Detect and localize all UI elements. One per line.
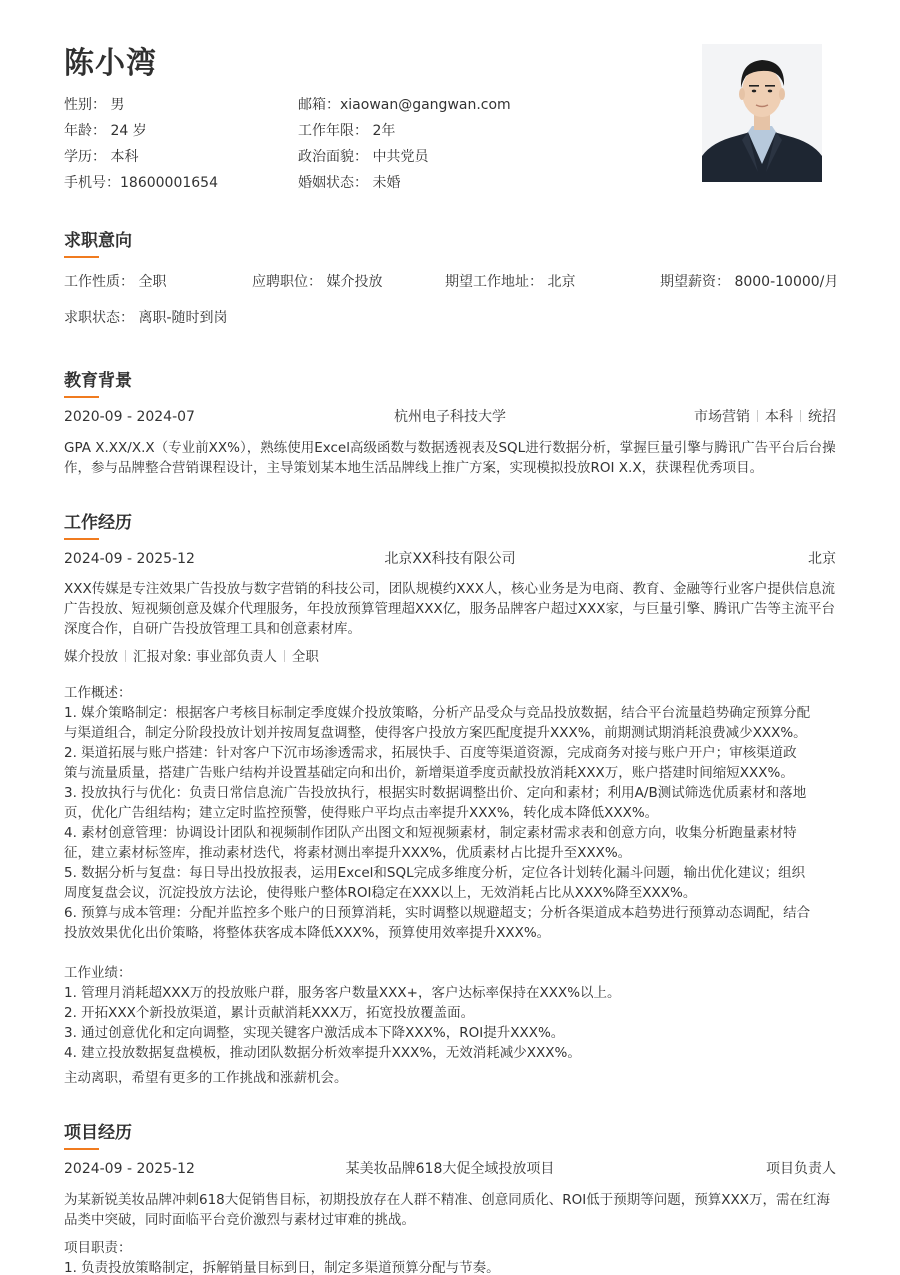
project-duties [64, 1238, 844, 1275]
section-underline [64, 1148, 99, 1150]
section-title-education: 教育背景 [64, 371, 132, 391]
tag-report-to: 汇报对象: 事业部负责人 [133, 649, 277, 665]
detail-line: 5. 数据分析与复盘：每日导出投放报表，运用Excel和SQL完成多维度分析，定位各计划转化漏斗问题，输出优化建议；组织 [64, 865, 806, 881]
position-field: 应聘职位： 媒介投放 [252, 274, 383, 290]
education-header-row [64, 406, 836, 428]
divider [284, 650, 285, 662]
email-field: 邮箱：xiaowan@gangwan.com [298, 97, 511, 113]
detail-line: 征，建立素材标签库，推动素材迭代，将素材测出率提升XXX%，优质素材占比提升至XXX%。 [64, 845, 632, 861]
project-name: 某美妆品牌618大促全域投放项目 [345, 1161, 555, 1177]
work-years-field: 工作年限： 2年 [298, 123, 396, 139]
detail-line: 与渠道组合，制定分阶段投放计划并按周复盘调整，使得客户投放方案匹配度提升XXX%，前期测试期消耗浪费减少XXX%。 [64, 725, 807, 741]
detail-line: 1. 管理月消耗超XXX万的投放账户群，服务客户数量XXX+，客户达标率保持在XXX%以上。 [64, 985, 621, 1001]
detail-line: 3. 投放执行与优化：负责日常信息流广告投放执行，根据实时数据调整出价、定向和素材；利用A/B测试筛选优质素材和落地 [64, 785, 807, 801]
detail-line: 6. 预算与成本管理：分配并监控多个账户的日预算消耗，实时调整以规避超支；分析各渠道成本趋势进行预算动态调配，结合 [64, 905, 811, 921]
divider [757, 410, 758, 422]
major: 市场营销 [694, 409, 750, 425]
detail-line: 4. 素材创意管理：协调设计团队和视频制作团队产出图文和短视频素材，制定素材需求表和创意方向，收集分析跑量素材特 [64, 825, 797, 841]
duty-title: 项目职责： [64, 1240, 132, 1256]
company-name: 北京XX科技有限公司 [384, 551, 516, 567]
work-details [64, 683, 844, 1063]
detail-line: 投放效果优化出价策略，将整体获客成本降低XXX%，预算使用效率提升XXX%。 [64, 925, 551, 941]
company-intro: XXX传媒是专注效果广告投放与数字营销的科技公司，团队规模约XXX人，核心业务是为电商、教育、金融等行业客户提供信息流广告投放、短视频创意及媒介代理服务，年投放预算管理超XXX亿，服务品牌客户超过XXX家，与巨量引擎、腾讯广告等主流平台深度合作，自研广告投放管理工具和创意素材库。 [64, 581, 835, 637]
education-level-field: 学历： 本科 [64, 149, 139, 165]
enrollment-mode: 统招 [808, 409, 836, 425]
detail-line: 工作概述： [64, 685, 132, 701]
section-title-intent: 求职意向 [64, 231, 132, 251]
detail-line: 2. 开拓XXX个新投放渠道，累计贡献消耗XXX万，拓宽投放覆盖面。 [64, 1005, 475, 1021]
project-date: 2024-09 - 2025-12 [64, 1161, 195, 1177]
detail-line [64, 943, 844, 963]
detail-line: 1. 媒介策略制定：根据客户考核目标制定季度媒介投放策略，分析产品受众与竞品投放数据，结合平台流量趋势确定预算分配 [64, 705, 811, 721]
divider [125, 650, 126, 662]
detail-line: 策与流量质量，搭建广告账户结构并设置基础定向和出价，新增渠道季度贡献投放消耗XXX万，账户搭建时间缩短XXX%。 [64, 765, 794, 781]
political-status-field: 政治面貌： 中共党员 [298, 149, 429, 165]
job-type-field: 工作性质： 全职 [64, 274, 167, 290]
location-field: 期望工作地址： 北京 [445, 274, 576, 290]
school-name: 杭州电子科技大学 [394, 409, 506, 425]
degree: 本科 [765, 409, 793, 425]
profile-photo [702, 44, 822, 182]
detail-line: 周度复盘会议，沉淀投放方法论，使得账户整体ROI稳定在XXX以上，无效消耗占比从XXX%降至XXX%。 [64, 885, 697, 901]
work-tags [64, 647, 319, 667]
detail-line: 3. 通过创意优化和定向调整，实现关键客户激活成本下降XXX%，ROI提升XXX%。 [64, 1025, 565, 1041]
section-underline [64, 538, 99, 540]
salary-field: 期望薪资： 8000-10000/月 [660, 274, 839, 290]
project-header-row [64, 1158, 836, 1180]
education-description: GPA X.XX/X.X（专业前XX%），熟练使用Excel高级函数与数据透视表及SQL进行数据分析，掌握巨量引擎与腾讯广告平台后台操作，参与品牌整合营销课程设计，主导策划某本地生活品牌线上推广方案，实现模拟投放ROI X.X，获课程优秀项目。 [64, 440, 836, 476]
section-title-work: 工作经历 [64, 513, 132, 533]
job-status-field: 求职状态： 离职-随时到岗 [64, 310, 228, 326]
detail-line: 2. 渠道拓展与账户搭建：针对客户下沉市场渗透需求，拓展快手、百度等渠道资源，完成商务对接与账户开户；审核渠道政 [64, 745, 797, 761]
candidate-name: 陈小湾 [64, 46, 157, 81]
phone-field: 手机号：18600001654 [64, 175, 218, 191]
leave-reason: 主动离职，希望有更多的工作挑战和涨薪机会。 [64, 1070, 348, 1086]
detail-line: 4. 建立投放数据复盘模板，推动团队数据分析效率提升XXX%，无效消耗减少XXX%。 [64, 1045, 581, 1061]
duty-line: 1. 负责投放策略制定，拆解销量目标到日，制定多渠道预算分配与节奏。 [64, 1260, 500, 1275]
age-field: 年龄： 24 岁 [64, 123, 147, 139]
gender-field: 性别： 男 [64, 97, 125, 113]
tag-type: 全职 [291, 649, 319, 665]
education-date: 2020-09 - 2024-07 [64, 409, 195, 425]
tag-role: 媒介投放 [64, 649, 118, 665]
project-description: 为某新锐美妆品牌冲刺618大促销售目标，初期投放存在人群不精准、创意同质化、ROI低于预期等问题，预算XXX万，需在红海品类中突破，同时面临平台竞价激烈与素材过审难的挑战。 [64, 1192, 830, 1228]
portrait-icon [702, 44, 822, 182]
section-underline [64, 256, 99, 258]
work-header-row [64, 548, 836, 570]
project-role: 项目负责人 [766, 1161, 836, 1177]
section-title-project: 项目经历 [64, 1123, 132, 1143]
marital-status-field: 婚姻状态： 未婚 [298, 175, 401, 191]
work-date: 2024-09 - 2025-12 [64, 551, 195, 567]
work-city: 北京 [808, 551, 836, 567]
divider [800, 410, 801, 422]
education-meta [694, 406, 836, 428]
detail-line: 工作业绩： [64, 965, 132, 981]
section-underline [64, 396, 99, 398]
detail-line: 页，优化广告组结构；建立定时监控预警，使得账户平均点击率提升XXX%，转化成本降低XXX%。 [64, 805, 659, 821]
